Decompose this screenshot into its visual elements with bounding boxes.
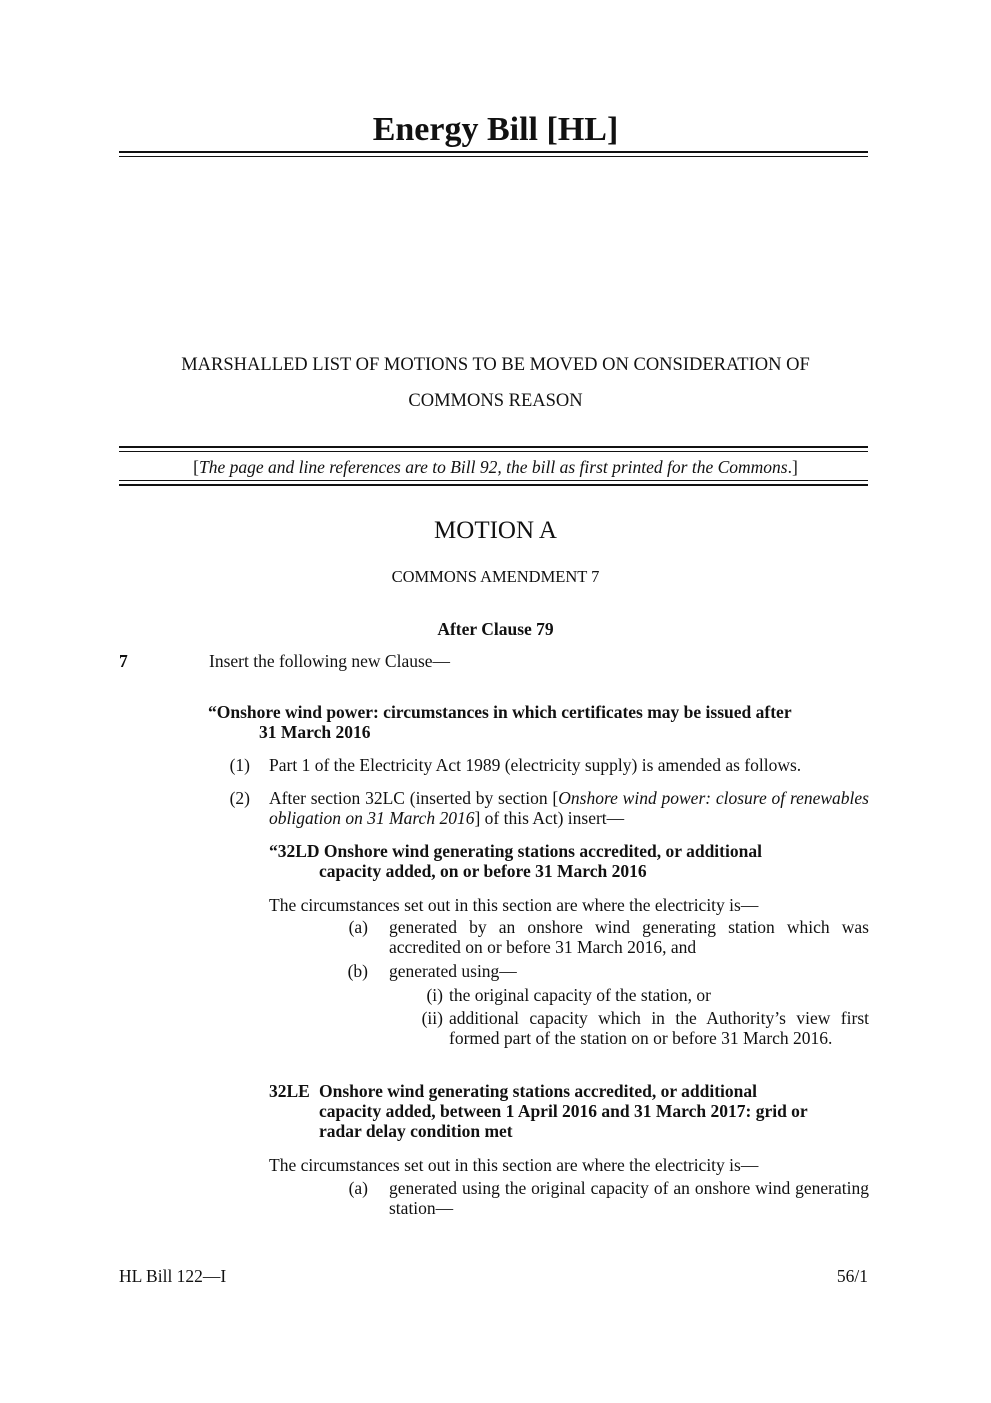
s32le-heading-line1: Onshore wind generating stations accredited, or additional [319, 1081, 758, 1101]
footer-page-ref: 56/1 [836, 1266, 868, 1286]
amendment-heading: COMMONS AMENDMENT 7 [391, 567, 600, 586]
s32le-heading-line2: capacity added, between 1 April 2016 and 31 March 2017: grid or [319, 1101, 808, 1121]
s32le-number: 32LE [269, 1081, 310, 1101]
subsection-2-text [269, 788, 869, 828]
s32ld-a-label: (a) [348, 917, 368, 937]
s32ld-i-label: (i) [426, 985, 443, 1005]
amendment-number: 7 [119, 651, 128, 671]
s32ld-a-text: generated by an onshore wind generating station which was accredited on or before 31 March 2016, and [389, 917, 869, 957]
title-rule-thin [119, 156, 868, 157]
list-heading-line1: MARSHALLED LIST OF MOTIONS TO BE MOVED ON CONSIDERATION OF [181, 355, 810, 375]
subsection-1-text: Part 1 of the Electricity Act 1989 (electricity supply) is amended as follows. [269, 755, 802, 775]
s32ld-ii-text: additional capacity which in the Authority’s view first formed part of the station on or before 31 March 2016. [449, 1008, 869, 1048]
clause-heading-line2: 31 March 2016 [259, 722, 371, 742]
note-open: [ [193, 457, 199, 477]
s32ld-heading-line2: capacity added, on or before 31 March 2016 [319, 861, 647, 881]
note-close: .] [787, 457, 798, 477]
note-rule-top-thin [119, 451, 868, 452]
title-rule [119, 151, 868, 153]
list-heading-line2: COMMONS REASON [408, 391, 583, 411]
s32ld-ii-label: (ii) [421, 1008, 443, 1028]
s32ld-b-label: (b) [347, 961, 368, 981]
motion-heading: MOTION A [434, 517, 557, 544]
note-rule-bottom-thin [119, 480, 868, 481]
s32le-a-text: generated using the original capacity of an onshore wind generating station— [389, 1178, 869, 1218]
subsection-1-label: (1) [229, 755, 250, 775]
s32le-heading-line3: radar delay condition met [319, 1121, 513, 1141]
sub2-italic: Onshore wind power: closure of renewables obligation on 31 March 2016 [269, 788, 869, 828]
s32le-intro: The circumstances set out in this section are where the electricity is— [269, 1155, 759, 1175]
after-clause-heading: After Clause 79 [437, 619, 554, 639]
clause-heading-line1: “Onshore wind power: circumstances in which certificates may be issued after [208, 702, 792, 722]
insert-instruction: Insert the following new Clause— [209, 651, 451, 671]
s32ld-heading-line1: “32LD Onshore wind generating stations accredited, or additional [269, 841, 762, 861]
s32ld-b-text: generated using— [389, 961, 517, 981]
sub2-post: ] of this Act) insert— [474, 808, 625, 828]
note-text: The page and line references are to Bill 92, the bill as first printed for the Commons [198, 457, 788, 477]
s32ld-intro: The circumstances set out in this section are where the electricity is— [269, 895, 759, 915]
note-rule-top [119, 446, 868, 448]
footer-bill-number: HL Bill 122—I [119, 1266, 227, 1286]
page-reference-note [0, 457, 991, 477]
bill-title: Energy Bill [HL] [372, 111, 619, 148]
note-rule-bottom [119, 484, 868, 486]
subsection-2-label: (2) [229, 788, 250, 808]
s32le-a-label: (a) [348, 1178, 368, 1198]
s32ld-i-text: the original capacity of the station, or [449, 985, 711, 1005]
sub2-pre: After section 32LC (inserted by section [ [269, 788, 559, 808]
